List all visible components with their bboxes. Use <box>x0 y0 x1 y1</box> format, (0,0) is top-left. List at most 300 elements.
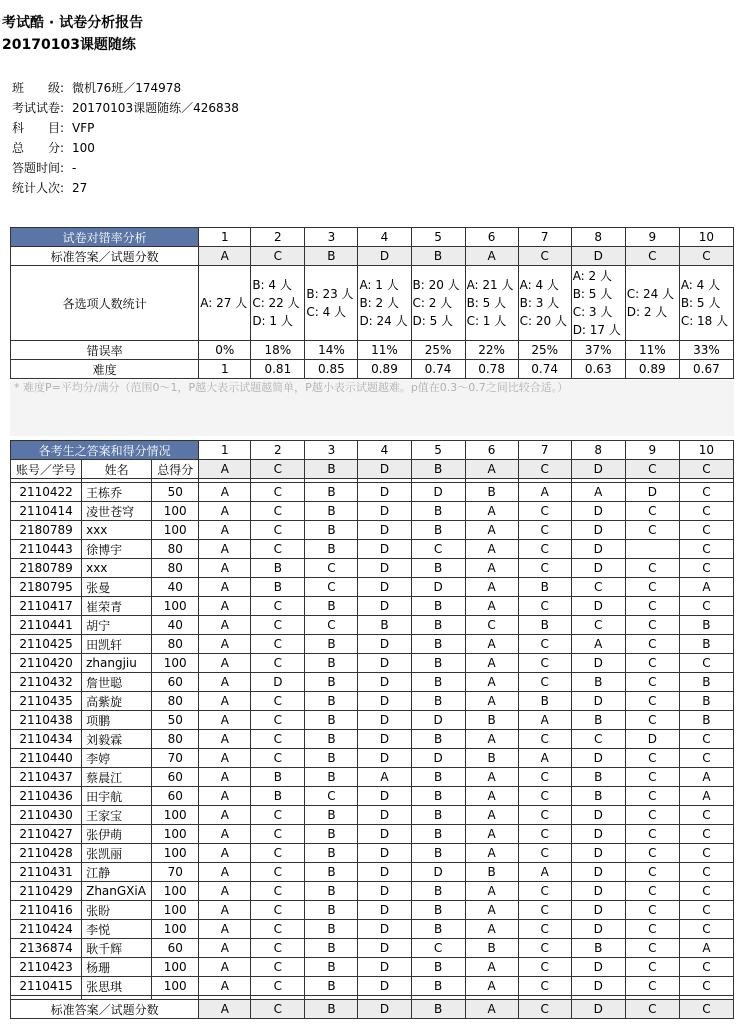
student-name: 李悦 <box>82 920 152 939</box>
std-answer: C <box>625 247 679 266</box>
difficulty-value: 0.89 <box>625 360 679 379</box>
student-answer: C <box>625 578 679 597</box>
student-answer: D <box>358 673 411 692</box>
student-answer: D <box>358 806 411 825</box>
student-answer: A <box>465 521 518 540</box>
std-answer: C <box>679 460 733 479</box>
student-answer: B <box>465 863 518 882</box>
student-answer: B <box>518 578 571 597</box>
std-answer: C <box>518 1000 571 1019</box>
student-answer: C <box>625 749 679 768</box>
student-answer: D <box>571 540 625 559</box>
student-answer: C <box>518 787 571 806</box>
student-answer: D <box>571 863 625 882</box>
difficulty-value: 0.63 <box>571 360 625 379</box>
student-answer: C <box>625 863 679 882</box>
student-answer: D <box>358 635 411 654</box>
student-name: 高紫旋 <box>82 692 152 711</box>
student-name: 刘毅霖 <box>82 730 152 749</box>
student-answer: D <box>571 597 625 616</box>
info-label: 考试试卷: <box>12 101 65 115</box>
student-name: 凌世苍穹 <box>82 502 152 521</box>
student-answer: B <box>251 559 305 578</box>
student-answer: C <box>251 654 305 673</box>
student-answer: A <box>679 787 733 806</box>
difficulty-value: 0.89 <box>358 360 411 379</box>
student-id: 2110438 <box>11 711 82 730</box>
student-name: 田凯轩 <box>82 635 152 654</box>
option-count: D: 17 人 <box>572 323 621 337</box>
std-answer: C <box>251 1000 305 1019</box>
student-answer: B <box>411 920 465 939</box>
student-score: 40 <box>152 578 199 597</box>
student-answer: A <box>199 749 251 768</box>
student-answer: A <box>199 901 251 920</box>
student-name: 张凯丽 <box>82 844 152 863</box>
student-answer: C <box>518 540 571 559</box>
option-count-list <box>572 266 625 340</box>
table-row <box>11 654 734 673</box>
student-answer: B <box>679 673 733 692</box>
error-rate: 18% <box>251 341 305 360</box>
student-answer: A <box>465 673 518 692</box>
std-answer: B <box>305 247 358 266</box>
student-name: 胡宁 <box>82 616 152 635</box>
student-id: 2180795 <box>11 578 82 597</box>
student-answer: C <box>625 901 679 920</box>
student-answer: B <box>305 730 358 749</box>
option-count-cell <box>251 266 305 341</box>
student-answer: A <box>465 597 518 616</box>
student-answer: A <box>199 787 251 806</box>
student-answer: A <box>358 768 411 787</box>
student-answer: D <box>358 502 411 521</box>
question-number: 1 <box>199 228 251 247</box>
question-number: 6 <box>465 441 518 460</box>
student-answer: A <box>518 711 571 730</box>
difficulty-value: 0.85 <box>305 360 358 379</box>
error-rate: 33% <box>679 341 733 360</box>
student-answer: B <box>518 692 571 711</box>
student-answer: D <box>358 977 411 996</box>
student-answer: C <box>625 920 679 939</box>
exam-name: 20170103课题随练 <box>2 37 136 53</box>
student-answer: C <box>679 540 733 559</box>
student-answer: C <box>251 502 305 521</box>
std-answer: C <box>679 1000 733 1019</box>
question-number: 7 <box>518 228 571 247</box>
table-row <box>11 882 734 901</box>
student-name: 杨珊 <box>82 958 152 977</box>
table-row <box>11 483 734 502</box>
table-row <box>11 844 734 863</box>
student-answer: C <box>679 597 733 616</box>
question-number: 2 <box>251 228 305 247</box>
std-answer: A <box>465 247 518 266</box>
student-answer: B <box>571 939 625 958</box>
student-answer: C <box>571 616 625 635</box>
student-answer: C <box>518 597 571 616</box>
student-answer: C <box>251 635 305 654</box>
student-answer: A <box>465 654 518 673</box>
student-answer: A <box>679 939 733 958</box>
column-header-score: 总得分 <box>152 460 199 479</box>
student-answer: A <box>199 768 251 787</box>
option-count-list <box>305 266 357 340</box>
info-label: 总 分: <box>12 141 65 155</box>
student-answer: C <box>251 958 305 977</box>
option-count-list <box>358 266 410 340</box>
student-score: 80 <box>152 559 199 578</box>
student-answer: C <box>251 711 305 730</box>
table-row <box>11 787 734 806</box>
student-answer: A <box>199 806 251 825</box>
student-answer: C <box>679 502 733 521</box>
student-answer: C <box>625 825 679 844</box>
table-row <box>11 730 734 749</box>
student-answer: C <box>305 616 358 635</box>
option-count: B: 5 人 <box>680 296 721 310</box>
student-name: 张伊萌 <box>82 825 152 844</box>
student-answer: D <box>358 958 411 977</box>
student-answer: D <box>358 654 411 673</box>
student-answer: A <box>679 578 733 597</box>
students-columns-row <box>11 460 734 479</box>
student-answer: B <box>358 616 411 635</box>
std-answer: C <box>518 460 571 479</box>
std-answer: A <box>465 460 518 479</box>
student-score: 60 <box>152 787 199 806</box>
analysis-header-row <box>11 228 734 247</box>
option-count-cell <box>305 266 358 341</box>
info-value: 27 <box>72 181 88 195</box>
error-rate-label: 错误率 <box>11 341 199 360</box>
student-id: 2110415 <box>11 977 82 996</box>
student-answer: B <box>411 787 465 806</box>
student-answer: D <box>358 920 411 939</box>
student-answer: D <box>358 711 411 730</box>
student-name: 徐博宇 <box>82 540 152 559</box>
option-count-list <box>626 266 679 340</box>
student-answer: B <box>305 901 358 920</box>
student-answer: C <box>679 863 733 882</box>
student-answer: C <box>571 730 625 749</box>
student-answer: A <box>465 502 518 521</box>
student-answer: C <box>625 806 679 825</box>
info-label: 答题时间: <box>12 161 65 175</box>
student-answer: C <box>251 806 305 825</box>
student-id: 2110424 <box>11 920 82 939</box>
student-answer: D <box>358 578 411 597</box>
std-answer-row <box>11 247 734 266</box>
student-answer: C <box>251 863 305 882</box>
student-answer: B <box>305 958 358 977</box>
student-name: 蔡晨江 <box>82 768 152 787</box>
student-answer: B <box>465 939 518 958</box>
table-row <box>11 597 734 616</box>
student-answer: D <box>571 654 625 673</box>
student-id: 2110441 <box>11 616 82 635</box>
student-answer: C <box>679 654 733 673</box>
table-row <box>11 711 734 730</box>
std-answer: A <box>199 1000 251 1019</box>
student-answer: A <box>199 654 251 673</box>
student-score: 100 <box>152 825 199 844</box>
error-rate: 25% <box>411 341 465 360</box>
student-answer: B <box>571 673 625 692</box>
table-row <box>11 749 734 768</box>
student-answer: C <box>625 958 679 977</box>
info-row-count <box>12 178 87 198</box>
student-answer: A <box>199 958 251 977</box>
student-id: 2110431 <box>11 863 82 882</box>
student-answer: B <box>411 825 465 844</box>
option-count: D: 24 人 <box>359 314 408 328</box>
student-answer: C <box>625 502 679 521</box>
student-answer: A <box>465 844 518 863</box>
student-answer: C <box>625 882 679 901</box>
table-row <box>11 559 734 578</box>
student-name: 项鹏 <box>82 711 152 730</box>
student-score: 100 <box>152 977 199 996</box>
student-answer: A <box>465 882 518 901</box>
student-answer: B <box>518 616 571 635</box>
option-count: D: 1 人 <box>252 314 293 328</box>
info-value: - <box>72 161 77 175</box>
option-count: C: 4 人 <box>306 305 347 319</box>
difficulty-label: 难度 <box>11 360 199 379</box>
student-answer: C <box>625 939 679 958</box>
error-rate: 22% <box>465 341 518 360</box>
student-answer: C <box>518 844 571 863</box>
student-answer: B <box>305 882 358 901</box>
option-count: C: 1 人 <box>466 314 507 328</box>
info-row-class <box>12 78 181 98</box>
student-answer: B <box>305 483 358 502</box>
student-answer: D <box>358 692 411 711</box>
option-count-lines <box>413 276 460 330</box>
student-answer: A <box>199 578 251 597</box>
std-answer: D <box>358 460 411 479</box>
student-answer: B <box>571 787 625 806</box>
student-id: 2110425 <box>11 635 82 654</box>
student-name: 崔荣青 <box>82 597 152 616</box>
std-answer: D <box>571 247 625 266</box>
student-answer: D <box>411 483 465 502</box>
option-count-list <box>519 266 571 340</box>
table-row <box>11 635 734 654</box>
student-answer: C <box>251 882 305 901</box>
student-score: 100 <box>152 597 199 616</box>
student-answer: C <box>625 692 679 711</box>
student-name: zhangjiu <box>82 654 152 673</box>
student-answer: C <box>251 749 305 768</box>
table-row <box>11 863 734 882</box>
table-row <box>11 521 734 540</box>
student-score: 50 <box>152 483 199 502</box>
student-name: 张盼 <box>82 901 152 920</box>
option-count-lines <box>681 276 728 330</box>
student-name: 张思琪 <box>82 977 152 996</box>
difficulty-value: 0.74 <box>518 360 571 379</box>
student-answer: B <box>305 806 358 825</box>
option-count: D: 2 人 <box>626 305 668 319</box>
student-answer: A <box>465 787 518 806</box>
student-answer: B <box>305 825 358 844</box>
table-row <box>11 977 734 996</box>
student-answer: C <box>518 901 571 920</box>
student-answer: D <box>571 825 625 844</box>
table-row <box>11 540 734 559</box>
student-answer: A <box>465 730 518 749</box>
student-answer: C <box>625 711 679 730</box>
student-answer: C <box>625 521 679 540</box>
question-number: 8 <box>571 228 625 247</box>
option-count: C: 3 人 <box>572 305 613 319</box>
option-count-lines <box>520 276 567 330</box>
student-answer: B <box>411 673 465 692</box>
option-count-label: 各选项人数统计 <box>11 266 199 341</box>
student-answer: C <box>518 521 571 540</box>
option-count: C: 22 人 <box>252 296 300 310</box>
std-answer-label: 标准答案／试题分数 <box>11 1000 199 1019</box>
student-answer: D <box>358 730 411 749</box>
student-answer: C <box>251 844 305 863</box>
student-answer: C <box>679 730 733 749</box>
student-answer: C <box>411 939 465 958</box>
student-answer: C <box>625 635 679 654</box>
std-answer: C <box>251 460 305 479</box>
student-answer: C <box>625 787 679 806</box>
student-answer: C <box>679 806 733 825</box>
option-count: B: 5 人 <box>466 296 507 310</box>
option-count-lines <box>359 276 407 330</box>
student-answer: C <box>518 502 571 521</box>
student-answer: D <box>358 787 411 806</box>
student-answer: B <box>411 616 465 635</box>
student-answer: C <box>518 958 571 977</box>
std-answer: D <box>358 247 411 266</box>
report-title: 考试酷 · 试卷分析报告 <box>2 15 144 31</box>
student-answer: C <box>518 939 571 958</box>
student-answer: D <box>571 882 625 901</box>
student-answer: C <box>679 844 733 863</box>
student-answer: D <box>251 673 305 692</box>
student-name: 江静 <box>82 863 152 882</box>
student-answer: C <box>251 540 305 559</box>
error-rate: 11% <box>625 341 679 360</box>
student-answer: B <box>305 863 358 882</box>
student-answer: A <box>465 806 518 825</box>
student-answer: B <box>411 958 465 977</box>
student-answer: B <box>305 540 358 559</box>
question-number: 5 <box>411 441 465 460</box>
student-id: 2110430 <box>11 806 82 825</box>
option-count-lines <box>627 285 674 321</box>
student-score: 60 <box>152 939 199 958</box>
student-id: 2110417 <box>11 597 82 616</box>
student-answer: B <box>251 787 305 806</box>
student-answer: C <box>571 578 625 597</box>
option-count-cell <box>571 266 625 341</box>
student-answer: B <box>679 692 733 711</box>
student-id: 2110420 <box>11 654 82 673</box>
student-score: 100 <box>152 502 199 521</box>
student-id: 2110437 <box>11 768 82 787</box>
student-answer: D <box>411 711 465 730</box>
student-answer: A <box>465 635 518 654</box>
student-answer: C <box>251 597 305 616</box>
table-row <box>11 502 734 521</box>
option-count-list <box>412 266 465 340</box>
option-count-list <box>199 266 250 340</box>
std-answer: A <box>199 460 251 479</box>
table-row <box>11 939 734 958</box>
option-count: A: 2 人 <box>572 269 612 283</box>
student-answer: A <box>199 673 251 692</box>
student-score: 100 <box>152 901 199 920</box>
question-number: 4 <box>358 441 411 460</box>
difficulty-value: 0.74 <box>411 360 465 379</box>
student-answer: D <box>358 825 411 844</box>
student-answer: B <box>411 901 465 920</box>
option-count-lines <box>467 276 514 330</box>
std-answer: B <box>305 1000 358 1019</box>
option-count-cell <box>465 266 518 341</box>
std-answer: D <box>358 1000 411 1019</box>
student-answer: B <box>411 597 465 616</box>
student-answer: B <box>411 692 465 711</box>
student-answer: A <box>199 635 251 654</box>
student-answer: A <box>199 882 251 901</box>
info-row-time <box>12 158 76 178</box>
student-answer: D <box>571 521 625 540</box>
student-answer: D <box>411 863 465 882</box>
student-answer: B <box>571 711 625 730</box>
std-answer: C <box>679 247 733 266</box>
option-count: C: 20 人 <box>519 314 567 328</box>
student-answer: B <box>411 844 465 863</box>
option-count-cell <box>679 266 733 341</box>
student-answer: C <box>251 901 305 920</box>
table-row <box>11 768 734 787</box>
student-name: 田宇航 <box>82 787 152 806</box>
option-count-list <box>251 266 304 340</box>
student-score: 100 <box>152 920 199 939</box>
student-answer: C <box>679 825 733 844</box>
student-score: 80 <box>152 692 199 711</box>
student-answer: B <box>411 654 465 673</box>
student-answer: D <box>358 863 411 882</box>
student-answer: C <box>411 540 465 559</box>
std-answer: D <box>571 1000 625 1019</box>
student-answer: B <box>305 977 358 996</box>
info-value: 100 <box>72 141 95 155</box>
students-title: 各考生之答案和得分情况 <box>11 441 199 460</box>
question-number: 3 <box>305 441 358 460</box>
student-answer: B <box>411 521 465 540</box>
std-answer: B <box>305 460 358 479</box>
option-count: A: 1 人 <box>359 278 399 292</box>
student-answer: B <box>411 502 465 521</box>
student-answer: A <box>518 483 571 502</box>
student-answer: B <box>411 882 465 901</box>
table-row <box>11 673 734 692</box>
student-answer: A <box>199 692 251 711</box>
student-score: 40 <box>152 616 199 635</box>
student-answer: B <box>305 635 358 654</box>
student-answer: D <box>571 806 625 825</box>
